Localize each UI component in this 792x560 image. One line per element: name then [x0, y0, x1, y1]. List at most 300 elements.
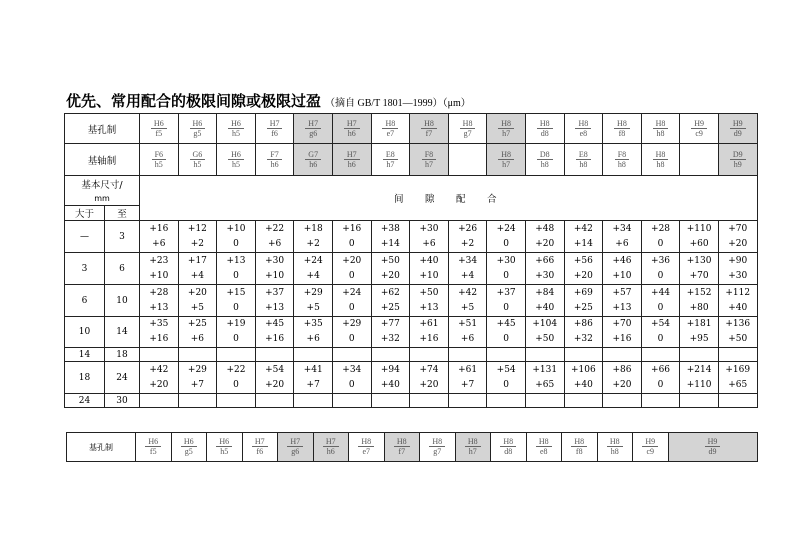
clearance-cell	[217, 348, 256, 362]
fit-hole: E8	[383, 150, 398, 160]
fit-shaft: h8	[656, 159, 665, 169]
clearance-cell	[140, 317, 179, 348]
clearance-cell	[217, 362, 256, 394]
clearance-cell	[217, 221, 256, 253]
max-clearance: +50	[380, 255, 400, 266]
clearance-cell	[603, 394, 642, 408]
size-to: 10	[105, 285, 140, 317]
min-clearance: 0	[657, 379, 664, 390]
clearance-cell	[564, 362, 603, 394]
max-clearance: +54	[265, 364, 285, 375]
fit-designation	[305, 119, 321, 138]
clearance-cell	[332, 348, 371, 362]
title-source: （摘自 GB/T 1801—1999）（μm）	[325, 98, 471, 109]
hole-basis-label: 基孔制	[65, 114, 140, 144]
max-clearance: +20	[187, 287, 207, 298]
fit-hole: H9	[730, 119, 746, 129]
footer-fit-cell	[633, 433, 669, 462]
min-clearance: +5	[306, 302, 320, 313]
footer-fit-cell	[562, 433, 598, 462]
min-clearance: +20	[149, 379, 169, 390]
clearance-cell	[680, 317, 719, 348]
min-clearance: +6	[306, 334, 320, 344]
clearance-cell	[410, 394, 449, 408]
footer-fit-cell	[384, 433, 420, 462]
fit-hole: H8	[465, 437, 481, 447]
min-clearance: 0	[348, 334, 355, 344]
fit-designation	[145, 437, 161, 456]
max-clearance: +86	[612, 364, 632, 375]
min-clearance: 0	[233, 302, 239, 313]
max-clearance: +61	[458, 364, 478, 375]
fit-designation	[537, 150, 553, 169]
clearance-cell	[255, 221, 294, 253]
fit-designation	[460, 119, 476, 138]
size-from: 10	[65, 317, 105, 348]
fit-designation	[383, 150, 398, 169]
clearance-cell	[718, 253, 757, 285]
clearance-cell	[140, 253, 179, 285]
fit-hole: G6	[190, 150, 206, 160]
fit-designation	[575, 119, 591, 138]
clearance-cell	[371, 348, 410, 362]
fit-hole: H7	[267, 119, 283, 129]
clearance-cell	[564, 394, 603, 408]
clearance-cell	[718, 221, 757, 253]
clearance-cell	[178, 253, 217, 285]
hole-basis-fit-cell	[255, 114, 294, 144]
fit-shaft: h5	[232, 128, 240, 138]
table-row	[65, 253, 758, 285]
footer-fit-cell	[455, 433, 491, 462]
footer-fit-cell	[491, 433, 527, 462]
min-clearance: +13	[612, 302, 632, 313]
max-clearance: +40	[419, 255, 439, 266]
clearance-cell	[603, 317, 642, 348]
max-clearance: +28	[149, 287, 169, 298]
min-clearance: +6	[190, 334, 205, 344]
clearance-cell	[525, 317, 564, 348]
min-clearance: 0	[503, 379, 510, 390]
fit-shaft: h8	[617, 159, 626, 169]
clearance-cell	[178, 317, 217, 348]
min-clearance: +25	[380, 302, 400, 313]
fit-designation	[252, 437, 268, 456]
fit-shaft: h5	[232, 159, 240, 169]
fit-designation	[653, 119, 669, 138]
max-clearance: +131	[532, 364, 558, 375]
clearance-cell	[140, 362, 179, 394]
fit-hole: H7	[252, 437, 268, 447]
fit-designation	[500, 437, 516, 456]
fit-hole: H6	[228, 119, 244, 129]
clearance-cell	[332, 317, 371, 348]
fit-shaft: d8	[504, 447, 513, 456]
fit-hole: G7	[305, 150, 321, 160]
clearance-cell	[641, 285, 680, 317]
hole-basis-fit-cell	[487, 114, 526, 144]
max-clearance: +41	[303, 364, 323, 375]
size-from: 3	[65, 253, 105, 285]
footer-fit-cell	[278, 433, 314, 462]
table-row	[65, 362, 758, 394]
max-clearance: +152	[686, 287, 712, 298]
clearance-cell	[718, 317, 757, 348]
shaft-basis-fit-cell	[564, 144, 603, 176]
max-clearance: +29	[187, 364, 207, 375]
clearance-cell	[140, 285, 179, 317]
max-clearance: +130	[686, 255, 712, 266]
max-clearance: +22	[265, 223, 285, 234]
max-clearance: +28	[651, 223, 671, 234]
min-clearance: +40	[573, 379, 593, 390]
fit-designation	[228, 150, 244, 169]
min-clearance: +20	[265, 379, 285, 390]
clearance-cell	[448, 394, 487, 408]
hole-basis-fit-cell	[564, 114, 603, 144]
clearance-cell	[525, 285, 564, 317]
min-clearance: +10	[612, 270, 632, 281]
max-clearance: +16	[342, 223, 362, 234]
clearance-cell	[410, 317, 449, 348]
max-clearance: +36	[651, 255, 671, 266]
fit-designation	[344, 150, 360, 169]
min-clearance: +13	[149, 302, 169, 313]
clearance-cell	[294, 317, 333, 348]
min-clearance: 0	[503, 302, 510, 313]
min-clearance: +7	[306, 379, 320, 390]
min-clearance: 0	[348, 379, 355, 390]
fit-shaft: g5	[184, 447, 193, 456]
min-clearance: +25	[573, 302, 593, 313]
clearance-cell	[487, 394, 526, 408]
min-clearance: +60	[689, 238, 709, 249]
clearance-cell	[255, 317, 294, 348]
fit-designation	[498, 150, 514, 169]
fit-designation	[465, 437, 481, 456]
min-clearance: +20	[612, 379, 632, 390]
size-from: 18	[65, 362, 105, 394]
clearance-cell	[255, 362, 294, 394]
clearance-cell	[371, 317, 410, 348]
footer-fit-cell	[349, 433, 385, 462]
shaft-basis-label: 基轴制	[65, 144, 140, 176]
max-clearance: +35	[303, 319, 323, 329]
fit-shaft: f5	[149, 447, 157, 456]
clearance-cell	[217, 253, 256, 285]
table-row	[65, 221, 758, 253]
max-clearance: +77	[380, 319, 400, 329]
min-clearance: +7	[460, 379, 475, 390]
min-clearance: +32	[573, 334, 593, 344]
fit-hole: H8	[653, 119, 669, 129]
clearance-cell	[564, 285, 603, 317]
fit-designation	[358, 437, 374, 456]
fit-shaft: c9	[646, 447, 655, 456]
min-clearance: +80	[689, 302, 709, 313]
fit-shaft: g7	[463, 128, 472, 138]
clearance-cell	[718, 394, 757, 408]
clearance-cell	[332, 221, 371, 253]
fit-hole: H6	[151, 119, 167, 129]
fit-hole: H8	[536, 437, 552, 447]
fit-hole: H8	[575, 119, 591, 129]
clearance-cell	[448, 221, 487, 253]
fit-designation	[287, 437, 303, 456]
fit-shaft: f7	[398, 447, 406, 456]
clearance-cell	[680, 348, 719, 362]
fit-hole: H7	[323, 437, 339, 447]
min-clearance: +40	[535, 302, 555, 313]
min-clearance: +50	[728, 334, 748, 344]
fit-hole: H7	[305, 119, 321, 129]
clearance-cell	[178, 221, 217, 253]
max-clearance: +48	[535, 223, 555, 234]
clearance-cell	[294, 221, 333, 253]
max-clearance: +214	[686, 364, 712, 375]
clearance-cell	[718, 285, 757, 317]
fit-shaft: h7	[502, 159, 511, 169]
fit-hole: H8	[460, 119, 476, 129]
fit-designation	[190, 119, 206, 138]
min-clearance: 0	[657, 334, 664, 344]
max-clearance: +12	[187, 223, 207, 234]
fit-hole: H8	[614, 119, 630, 129]
min-clearance: +70	[689, 270, 709, 281]
min-clearance: +13	[265, 302, 285, 313]
min-clearance: +4	[190, 270, 205, 281]
clearance-cell	[680, 362, 719, 394]
footer-fit-cell	[242, 433, 278, 462]
min-clearance: +20	[380, 270, 400, 281]
clearance-cell	[718, 362, 757, 394]
clearance-cell	[255, 253, 294, 285]
max-clearance: +104	[532, 319, 558, 329]
fit-hole: F7	[267, 150, 281, 160]
fit-shaft: h7	[502, 128, 511, 138]
clearance-cell	[487, 221, 526, 253]
clearance-cell	[641, 221, 680, 253]
min-clearance: 0	[503, 270, 510, 281]
clearance-cell	[448, 317, 487, 348]
max-clearance: +38	[380, 223, 400, 234]
clearance-cell	[371, 221, 410, 253]
title-text: 优先、常用配合的极限间隙或极限过盈	[66, 92, 322, 110]
fit-shaft: f8	[618, 128, 626, 138]
clearance-cell	[448, 348, 487, 362]
max-clearance: +34	[612, 223, 632, 234]
clearance-cell	[525, 253, 564, 285]
size-from: —	[65, 221, 105, 253]
min-clearance: +95	[689, 334, 709, 344]
max-clearance: +54	[496, 364, 516, 375]
fit-shaft: f6	[271, 128, 278, 138]
table-row	[65, 394, 758, 408]
max-clearance: +45	[496, 319, 516, 329]
footer-hole-basis-label: 基孔制	[67, 433, 136, 462]
clearance-cell	[680, 253, 719, 285]
fit-hole: H8	[498, 150, 514, 160]
fit-shaft: h6	[309, 159, 318, 169]
max-clearance: +90	[728, 255, 748, 266]
fit-shaft: h8	[540, 159, 549, 169]
shaft-basis-fit-cell	[255, 144, 294, 176]
fit-designation	[216, 437, 232, 456]
min-clearance: 0	[503, 334, 510, 344]
clearance-cell	[332, 362, 371, 394]
shaft-basis-fit-cell	[410, 144, 449, 176]
min-clearance: 0	[348, 238, 355, 249]
max-clearance: +30	[265, 255, 285, 266]
fit-shaft: g5	[193, 128, 202, 138]
fit-shaft: f5	[155, 128, 163, 138]
clearance-cell	[718, 348, 757, 362]
shaft-basis-fit-cell	[641, 144, 680, 176]
min-clearance: +6	[422, 238, 436, 249]
size-to: 30	[105, 394, 140, 408]
max-clearance: +61	[419, 319, 439, 329]
shaft-basis-fit-cell	[718, 144, 757, 176]
fit-hole: H8	[571, 437, 587, 447]
min-clearance: +65	[535, 379, 555, 390]
fit-designation	[267, 119, 283, 138]
hole-basis-fit-cell	[294, 114, 333, 144]
clearance-cell	[294, 362, 333, 394]
max-clearance: +18	[303, 223, 323, 234]
fit-designation	[190, 150, 206, 169]
fit-shaft: h8	[656, 128, 665, 138]
fit-shaft: d9	[708, 447, 717, 456]
max-clearance: +62	[380, 287, 400, 298]
fit-shaft: h8	[610, 447, 619, 456]
shaft-basis-fit-cell	[178, 144, 217, 176]
clearance-cell	[410, 285, 449, 317]
table-row	[65, 317, 758, 348]
fit-shaft: h5	[193, 159, 202, 169]
hole-basis-fit-cell	[332, 114, 371, 144]
min-clearance: 0	[348, 302, 355, 313]
min-clearance: 0	[233, 379, 239, 390]
fit-shaft: e8	[539, 447, 548, 456]
max-clearance: +34	[458, 255, 478, 266]
fit-shaft: e7	[362, 447, 371, 456]
max-clearance: +19	[226, 319, 246, 329]
clearance-cell	[525, 348, 564, 362]
max-clearance: +169	[725, 364, 751, 375]
fit-designation	[421, 119, 437, 138]
footer-fit-cell	[313, 433, 349, 462]
max-clearance: +10	[226, 223, 246, 234]
max-clearance: +94	[380, 364, 400, 375]
max-clearance: +74	[419, 364, 439, 375]
fit-designation	[323, 437, 339, 456]
fit-hole: H8	[498, 119, 514, 129]
hole-basis-footer-table	[66, 432, 758, 462]
shaft-basis-fit-cell	[371, 144, 410, 176]
page-title	[66, 90, 471, 111]
fit-hole: H8	[537, 119, 553, 129]
min-clearance: 0	[348, 270, 355, 281]
max-clearance: +54	[651, 319, 671, 329]
hole-basis-fit-cell	[448, 114, 487, 144]
fit-designation	[571, 437, 587, 456]
clearance-cell	[641, 253, 680, 285]
fit-shaft: h8	[579, 159, 588, 169]
fit-designation	[228, 119, 244, 138]
clearance-cell	[564, 317, 603, 348]
clearance-cell	[255, 348, 294, 362]
clearance-cell	[448, 285, 487, 317]
hole-basis-fit-cell	[603, 114, 642, 144]
min-clearance: +40	[728, 302, 748, 313]
clearance-cell	[140, 221, 179, 253]
fit-designation	[305, 150, 321, 169]
fit-designation	[576, 150, 591, 169]
min-clearance: +16	[612, 334, 632, 344]
clearance-cell	[525, 394, 564, 408]
clearance-fit-heading: 间 隙 配 合	[140, 176, 758, 221]
min-clearance: +20	[535, 238, 555, 249]
clearance-cell	[487, 253, 526, 285]
max-clearance: +37	[496, 287, 516, 298]
clearance-cell	[680, 394, 719, 408]
max-clearance: +37	[265, 287, 285, 298]
shaft-basis-fit-cell	[140, 144, 179, 176]
hole-basis-fit-cell	[178, 114, 217, 144]
fit-designation	[151, 119, 167, 138]
fit-hole: H6	[145, 437, 161, 447]
table-row	[65, 348, 758, 362]
fit-designation	[607, 437, 623, 456]
min-clearance: +20	[419, 379, 439, 390]
shaft-basis-fit-cell	[487, 144, 526, 176]
min-clearance: +20	[728, 238, 748, 249]
max-clearance: +24	[342, 287, 362, 298]
max-clearance: +69	[573, 287, 593, 298]
fit-designation	[691, 119, 707, 138]
fit-shaft: e7	[386, 128, 395, 138]
fit-shaft: h6	[347, 159, 356, 169]
clearance-cell	[603, 285, 642, 317]
hole-basis-fit-cell	[680, 114, 719, 144]
max-clearance: +15	[226, 287, 246, 298]
fit-hole: H8	[358, 437, 374, 447]
hole-basis-fit-cell	[718, 114, 757, 144]
max-clearance: +13	[226, 255, 246, 266]
fit-shaft: d8	[540, 128, 549, 138]
min-clearance: +16	[265, 334, 285, 344]
clearance-cell	[641, 394, 680, 408]
fit-shaft: f6	[256, 447, 264, 456]
fit-designation	[537, 119, 553, 138]
footer-fit-cell	[207, 433, 243, 462]
fit-shaft: f8	[575, 447, 583, 456]
fit-designation	[705, 437, 721, 456]
clearance-cell	[178, 285, 217, 317]
size-to: 6	[105, 253, 140, 285]
min-clearance: +50	[535, 334, 555, 344]
clearance-cell	[564, 253, 603, 285]
min-clearance: +2	[190, 238, 205, 249]
min-clearance: +32	[380, 334, 400, 344]
max-clearance: +22	[226, 364, 246, 375]
max-clearance: +50	[419, 287, 439, 298]
fit-designation	[536, 437, 552, 456]
fit-shaft: g6	[291, 447, 300, 456]
fit-hole: H8	[394, 437, 410, 447]
max-clearance: +51	[458, 319, 478, 329]
fit-designation	[267, 150, 281, 169]
